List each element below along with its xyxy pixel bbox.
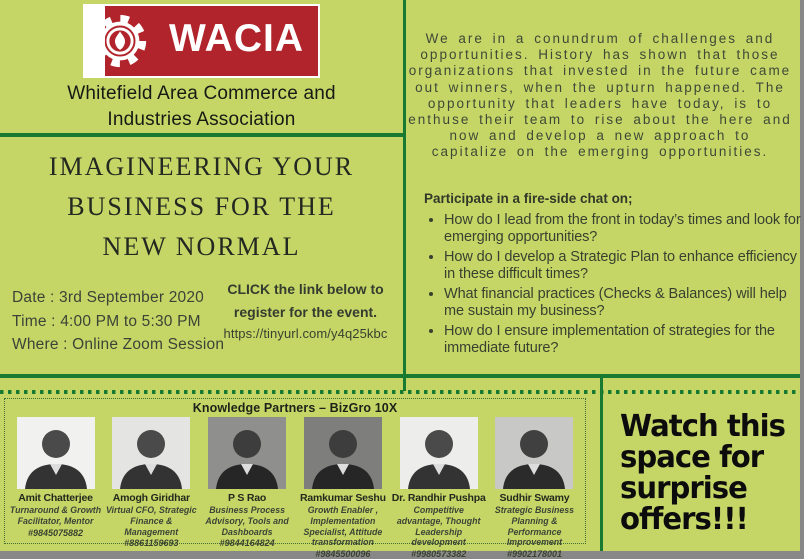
logo-red-box — [105, 6, 318, 76]
person-silhouette-icon — [495, 417, 573, 489]
event-where: Where : Online Zoom Session — [12, 336, 225, 353]
person-silhouette-icon — [17, 417, 95, 489]
watch-line2: space for — [620, 440, 764, 475]
speaker-phone: #9845500096 — [315, 549, 371, 559]
register-link[interactable]: https://tinyurl.com/y4q25kbc — [223, 326, 388, 341]
speaker-name: Amogh Giridhar — [112, 492, 190, 504]
register-instruction-line1: CLICK the link below to — [227, 281, 384, 297]
fireside-topic: • How do I develop a Strategic Plan to enhance efficiency in these difficult times? — [444, 249, 804, 282]
org-name-line1: Whitefield Area Commerce and — [67, 83, 336, 104]
speaker-card — [200, 417, 295, 559]
speaker-photo — [400, 417, 478, 489]
speaker-role: Growth Enabler , Implementation Specialist, Attitude transformation — [303, 505, 383, 548]
speaker-role: Virtual CFO, Strategic Finance & Management — [106, 505, 197, 537]
speaker-card — [8, 417, 103, 559]
person-silhouette-icon — [304, 417, 382, 489]
speaker-card — [487, 417, 582, 559]
watch-line4: offers!!! — [620, 502, 748, 537]
wacia-logo — [83, 4, 320, 78]
speaker-photo — [495, 417, 573, 489]
speaker-name: Amit Chatterjee — [18, 492, 93, 504]
speaker-photo — [112, 417, 190, 489]
vertical-divider-top — [403, 0, 406, 391]
fireside-topic: • How do I ensure implementation of strategies for the immediate future? — [444, 323, 804, 356]
speaker-phone: #9980573382 — [411, 549, 467, 559]
event-details — [12, 286, 224, 357]
person-silhouette-icon — [208, 417, 286, 489]
speaker-name: Dr. Randhir Pushpa — [391, 492, 486, 504]
event-title — [0, 147, 403, 267]
fireside-topic-list — [428, 212, 804, 360]
person-silhouette-icon — [400, 417, 478, 489]
speaker-name: Ramkumar Seshu — [299, 492, 386, 504]
registration-block — [208, 278, 403, 341]
speaker-photo — [208, 417, 286, 489]
watch-line3: surprise — [620, 471, 747, 506]
org-name-line2: Industries Association — [107, 109, 296, 130]
gear-icon — [89, 10, 151, 72]
speaker-photo — [304, 417, 382, 489]
speaker-card — [104, 417, 199, 559]
fireside-heading: Participate in a fire-side chat on; — [424, 191, 633, 206]
register-instruction-line2: register for the event. — [233, 304, 378, 320]
speaker-card — [391, 417, 486, 559]
watch-line1: Watch this — [620, 409, 785, 444]
knowledge-partners-heading: Knowledge Partners – BizGro 10X — [192, 401, 398, 415]
knowledge-partners-box — [4, 398, 586, 559]
speaker-phone: #8861159693 — [124, 538, 179, 549]
event-date: Date : 3rd September 2020 — [12, 289, 204, 306]
intro-paragraph: We are in a conundrum of challenges and opportunities. History has shown that those organizations that invested in the future came out winners, when the upturn happened. The opportunity that leaders have today, is to enthuse their team to rise about the here and now and develop a new approach to capitalize on the emerging opportunities. — [408, 31, 792, 160]
speaker-role: Competitive advantage, Thought Leadership development — [396, 505, 481, 548]
fireside-topic: • What financial practices (Checks & Balances) will help me sustain my business? — [444, 286, 804, 319]
header-divider — [0, 133, 403, 137]
speaker-phone: #9845075882 — [27, 527, 84, 538]
speaker-card — [295, 417, 390, 559]
speaker-phone: #9844164824 — [219, 538, 275, 549]
speaker-phone: #9902178001 — [506, 549, 563, 559]
speaker-name: Sudhir Swamy — [499, 492, 570, 504]
watch-this-space-text — [620, 411, 795, 535]
logo-wordmark: WACIA — [169, 17, 304, 61]
event-title-line1: IMAGINEERING YOUR — [48, 152, 355, 181]
speaker-role: Business Process Advisory, Tools and Dashboards — [205, 505, 289, 537]
organization-name — [0, 81, 403, 133]
vertical-divider-bottom — [600, 376, 603, 551]
event-time: Time : 4:00 PM to 5:30 PM — [12, 312, 201, 330]
dotted-divider — [0, 390, 800, 394]
fireside-topic: • How do I lead from the front in today’s times and look for emerging opportunities? — [444, 212, 804, 245]
speaker-photo — [17, 417, 95, 489]
speaker-role: Turnaround & Growth Facilitator, Mentor — [9, 505, 102, 526]
event-title-line3: NEW NORMAL — [102, 232, 301, 261]
speakers-row — [8, 417, 582, 559]
speaker-name: P S Rao — [228, 492, 267, 504]
person-silhouette-icon — [112, 417, 190, 489]
speaker-role: Strategic Business Planning & Performance Improvement — [494, 505, 575, 548]
middle-divider — [0, 374, 800, 378]
event-title-line2: BUSINESS FOR THE — [67, 192, 336, 221]
